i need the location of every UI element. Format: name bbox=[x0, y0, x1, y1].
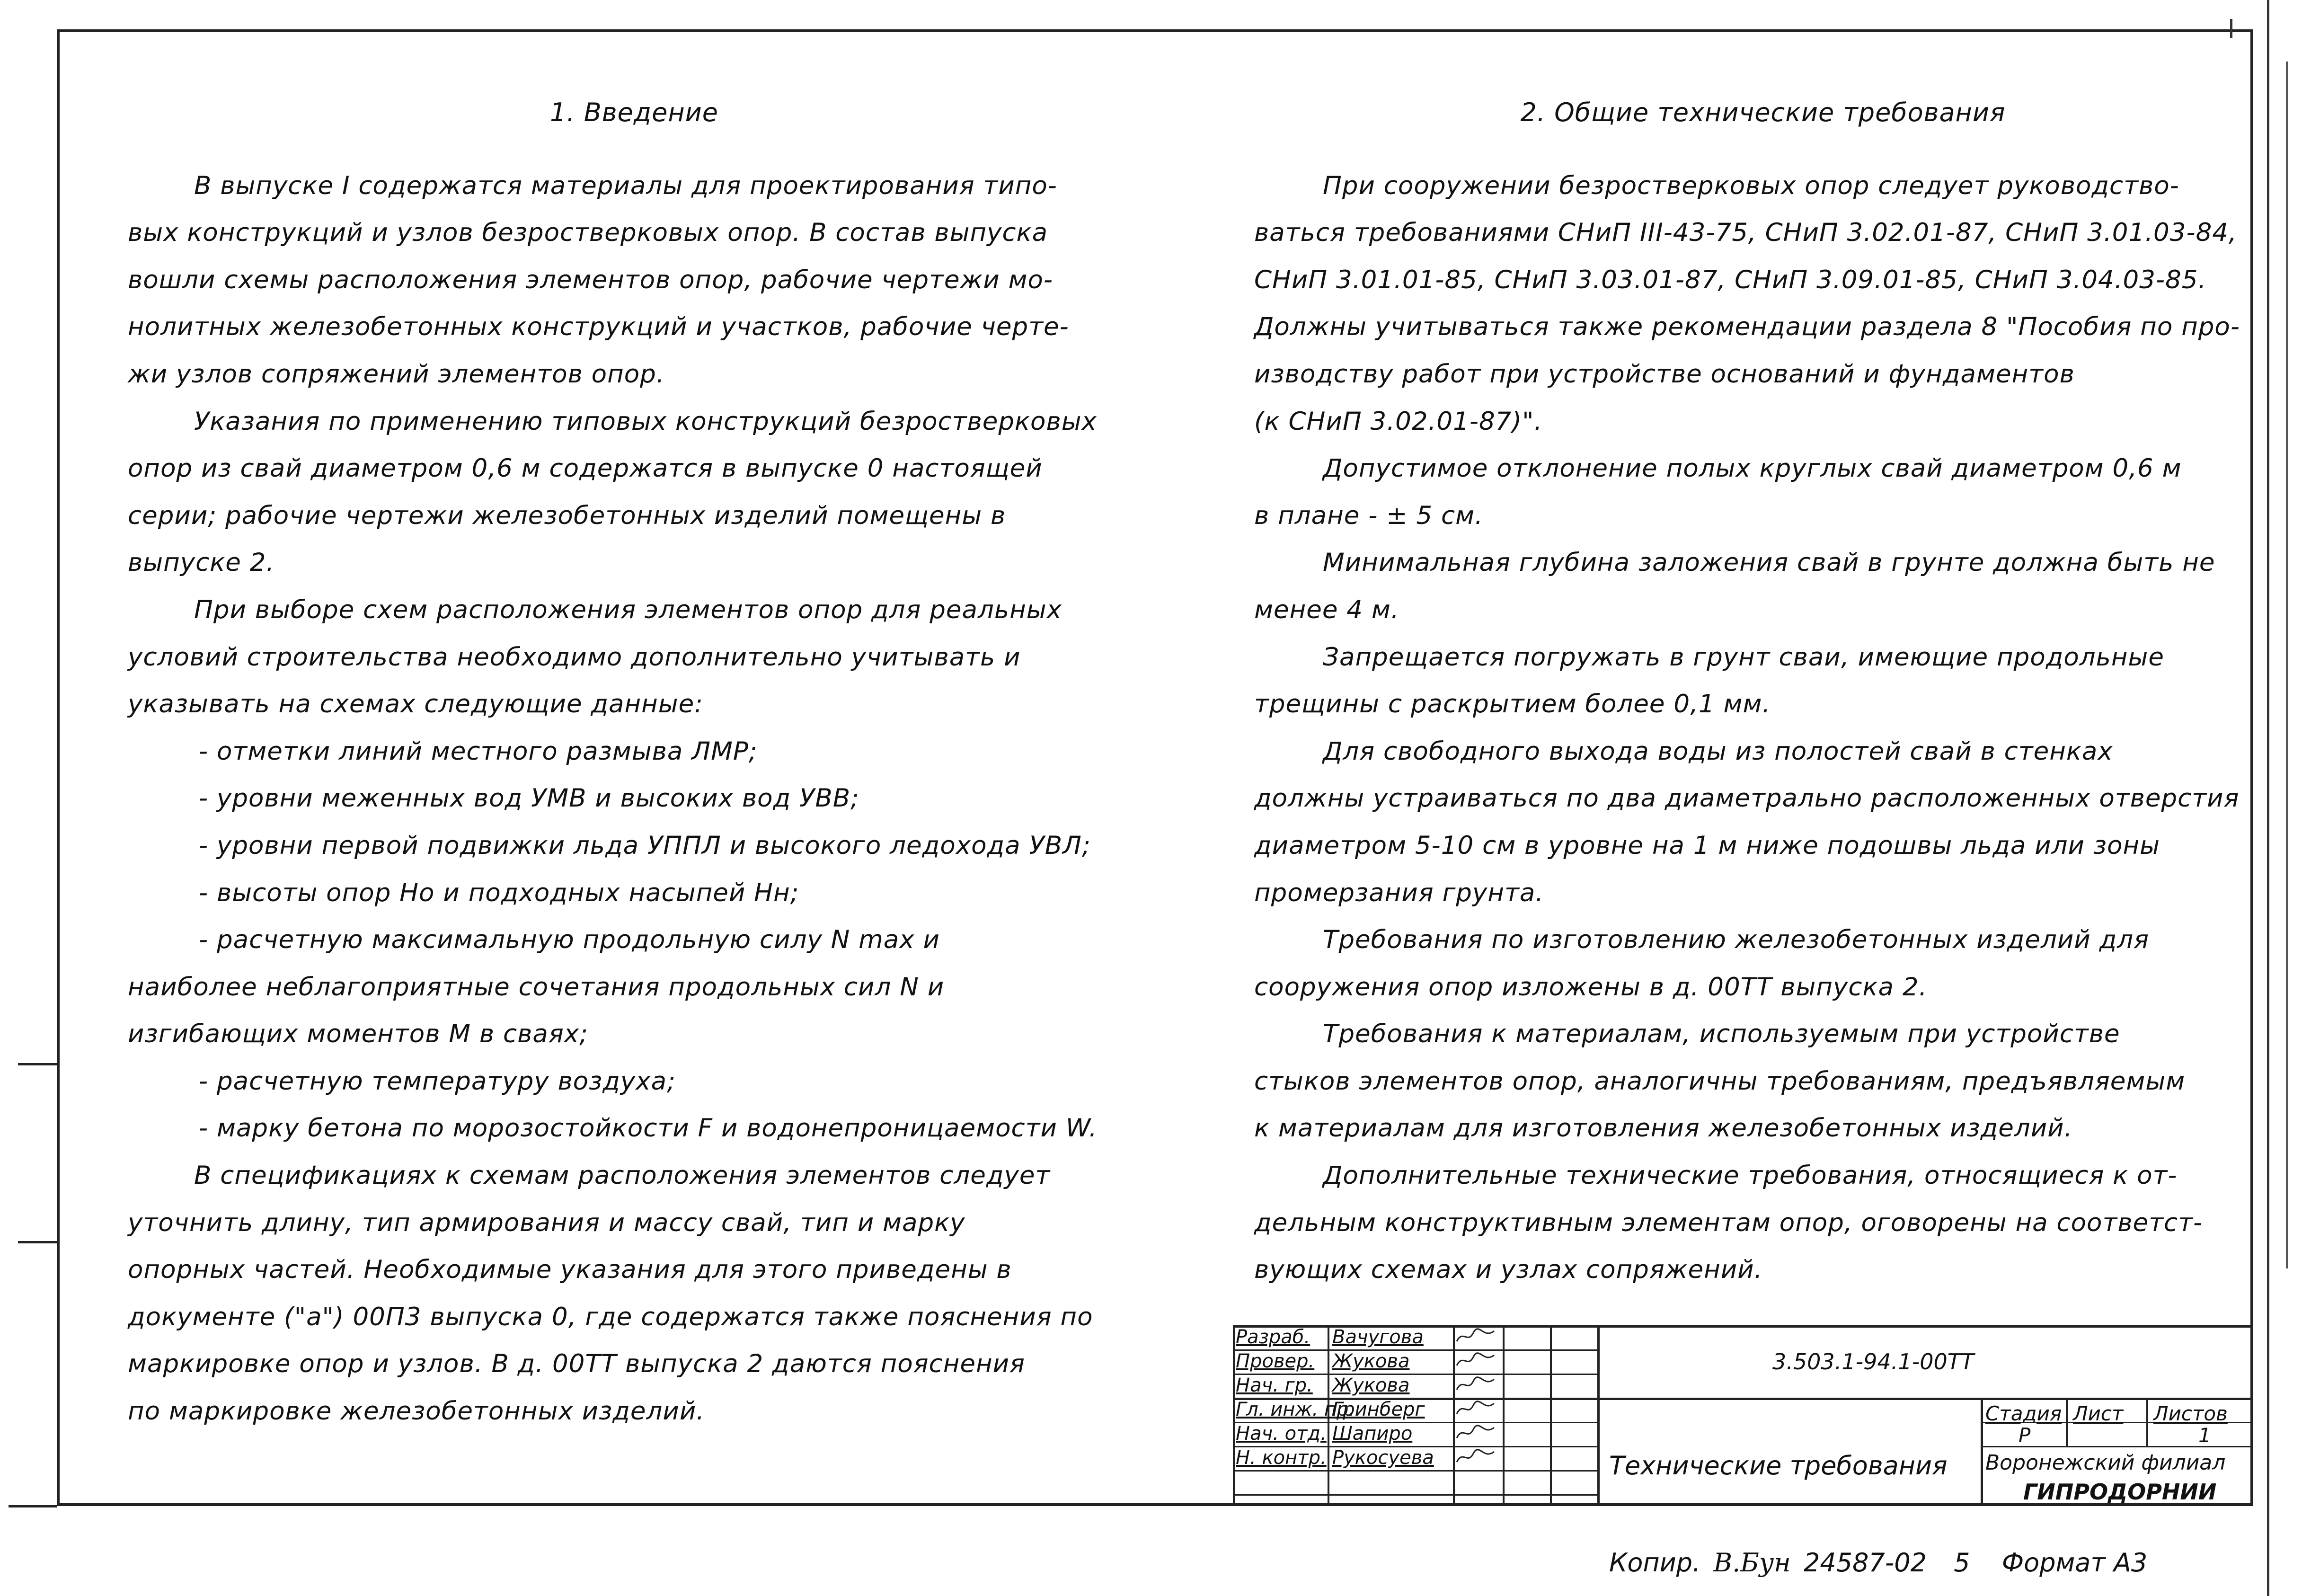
signature-name: Жукова bbox=[1332, 1350, 1410, 1372]
text-line: нолитных железобетонных конструкций и участков, рабочие черте- bbox=[128, 312, 1069, 342]
copy-label: Копир. bbox=[1609, 1548, 1701, 1578]
text-line: к материалам для изготовления железобетонных изделий. bbox=[1254, 1114, 2073, 1143]
page-number: 5 bbox=[1954, 1548, 1970, 1578]
signature-role: Нач. отд. bbox=[1236, 1423, 1327, 1445]
document-title: Технические требования bbox=[1609, 1451, 1948, 1481]
signature-name: Гринберг bbox=[1332, 1399, 1425, 1420]
section-introduction bbox=[128, 89, 1141, 1435]
text-line: При сооружении безростверковых опор следует руководство- bbox=[1323, 171, 2179, 200]
text-line: В выпуске I содержатся материалы для проектирования типо- bbox=[194, 171, 1057, 200]
sheets-value: 1 bbox=[2198, 1424, 2211, 1447]
sheet-label: Лист bbox=[2073, 1402, 2124, 1425]
text-line: Минимальная глубина заложения свай в грунте должна быть не bbox=[1323, 548, 2215, 577]
text-line: Запрещается погружать в грунт сваи, имеющие продольные bbox=[1323, 642, 2165, 672]
text-line: вых конструкций и узлов безростверковых опор. В состав выпуска bbox=[128, 218, 1048, 248]
margin-tick bbox=[9, 1505, 57, 1507]
margin-tick bbox=[18, 1063, 57, 1065]
text-line: Допустимое отклонение полых круглых свай диаметром 0,6 м bbox=[1323, 454, 2182, 483]
signature-name: Рукосуева bbox=[1332, 1447, 1434, 1469]
signature-name: Вачугова bbox=[1332, 1326, 1424, 1348]
text-line: - уровни первой подвижки льда УППЛ и высокого ледохода УВЛ; bbox=[199, 831, 1091, 860]
text-line: по маркировке железобетонных изделий. bbox=[128, 1397, 705, 1426]
text-line: дельным конструктивным элементам опор, оговорены на соответст- bbox=[1254, 1208, 2203, 1237]
text-line: СНиП 3.01.01-85, СНиП 3.03.01-87, СНиП 3.09.01-85, СНиП 3.04.03-85. bbox=[1254, 265, 2207, 294]
text-line: ваться требованиями СНиП III-43-75, СНиП 3.02.01-87, СНиП 3.01.03-84, bbox=[1254, 218, 2237, 248]
text-line: - расчетную максимальную продольную силу N max и bbox=[199, 925, 940, 955]
text-line: сооружения опор изложены в д. 00ТТ выпуска 2. bbox=[1254, 972, 1928, 1002]
margin-tick bbox=[18, 1241, 57, 1243]
text-line: документе ("а") 00П3 выпуска 0, где содержатся также пояснения по bbox=[128, 1302, 1093, 1331]
text-line: изгибающих моментов M в сваях; bbox=[128, 1020, 588, 1049]
text-line: указывать на схемах следующие данные: bbox=[128, 690, 704, 719]
signature-role: Провер. bbox=[1236, 1350, 1315, 1372]
section-2-text bbox=[1254, 162, 2272, 1294]
signature-name: Шапиро bbox=[1332, 1423, 1413, 1445]
text-line: наиболее неблагоприятные сочетания продольных сил N и bbox=[128, 972, 945, 1002]
text-line: должны устраиваться по два диаметрально расположенных отверстия bbox=[1254, 784, 2240, 813]
text-line: Требования к материалам, используемым при устройстве bbox=[1323, 1020, 2120, 1049]
text-line: Для свободного выхода воды из полостей свай в стенках bbox=[1323, 736, 2113, 766]
stage-value: Р bbox=[2019, 1424, 2031, 1447]
copy-footer bbox=[1609, 1548, 2147, 1578]
paper-format: Формат А3 bbox=[2001, 1548, 2148, 1578]
organization-name: Воронежский филиал bbox=[1985, 1451, 2226, 1475]
sheets-label: Листов bbox=[2153, 1402, 2228, 1425]
stage-label: Стадия bbox=[1985, 1402, 2062, 1425]
text-line: в плане - ± 5 см. bbox=[1254, 501, 1483, 530]
text-line: вующих схемах и узлах сопряжений. bbox=[1254, 1255, 1763, 1285]
text-line: Требования по изготовлению железобетонных изделий для bbox=[1323, 925, 2149, 955]
text-line: - расчетную температуру воздуха; bbox=[199, 1066, 676, 1096]
text-line: Дополнительные технические требования, относящиеся к от- bbox=[1323, 1161, 2178, 1190]
text-line: вошли схемы расположения элементов опор, рабочие чертежи мо- bbox=[128, 265, 1054, 294]
text-line: опорных частей. Необходимые указания для этого приведены в bbox=[128, 1255, 1012, 1285]
text-line: маркировке опор и узлов. В д. 00ТТ выпуска 2 даются пояснения bbox=[128, 1349, 1025, 1379]
organization-institute: ГИПРОДОРНИИ bbox=[2023, 1479, 2217, 1505]
text-line: диаметром 5-10 см в уровне на 1 м ниже подошвы льда или зоны bbox=[1254, 831, 2160, 860]
text-line: изводству работ при устройстве оснований и фундаментов bbox=[1254, 359, 2075, 389]
text-line: (к СНиП 3.02.01-87)". bbox=[1254, 407, 1543, 436]
text-line: трещины с раскрытием более 0,1 мм. bbox=[1254, 690, 1771, 719]
signature-name: Жукова bbox=[1332, 1374, 1410, 1396]
handwritten-signature-icon bbox=[1454, 1446, 1502, 1474]
title-block bbox=[1233, 1325, 2253, 1506]
text-line: - марку бетона по морозостойкости F и водонепроницаемости W. bbox=[199, 1114, 1098, 1143]
text-line: выпуске 2. bbox=[128, 548, 275, 577]
document-code: 3.503.1-94.1-00ТТ bbox=[1772, 1349, 1974, 1374]
text-line: - отметки линий местного размыва ЛМР; bbox=[199, 736, 758, 766]
signature-role: Разраб. bbox=[1236, 1326, 1310, 1348]
edge-line bbox=[2286, 62, 2288, 1268]
edge-line bbox=[2230, 19, 2232, 38]
section-1-text bbox=[128, 162, 1141, 1435]
signature-role: Гл. инж. пр. bbox=[1236, 1399, 1355, 1420]
section-2-heading: 2. Общие технические требования bbox=[1520, 98, 2006, 127]
text-line: опор из свай диаметром 0,6 м содержатся в выпуске 0 настоящей bbox=[128, 454, 1043, 483]
copier-signature: В.Бун bbox=[1713, 1548, 1791, 1578]
text-line: менее 4 м. bbox=[1254, 595, 1399, 624]
text-line: - высоты опор Hо и подходных насыпей Нн; bbox=[199, 878, 799, 907]
signature-role: Нач. гр. bbox=[1236, 1374, 1313, 1396]
text-line: уточнить длину, тип армирования и массу свай, тип и марку bbox=[128, 1208, 965, 1237]
text-line: условий строительства необходимо дополнительно учитывать и bbox=[128, 642, 1021, 672]
text-line: При выборе схем расположения элементов опор для реальных bbox=[194, 595, 1062, 624]
archive-number: 24587-02 bbox=[1804, 1548, 1927, 1578]
text-line: стыков элементов опор, аналогичны требованиям, предъявляемым bbox=[1254, 1066, 2186, 1096]
signature-role: Н. контр. bbox=[1236, 1447, 1327, 1469]
text-line: - уровни меженных вод УМВ и высоких вод УВВ; bbox=[199, 784, 859, 813]
section-general-requirements bbox=[1254, 89, 2272, 1294]
text-line: жи узлов сопряжений элементов опор. bbox=[128, 359, 665, 389]
text-line: Указания по применению типовых конструкций безростверковых bbox=[194, 407, 1097, 436]
text-line: промерзания грунта. bbox=[1254, 878, 1544, 907]
text-line: В спецификациях к схемам расположения элементов следует bbox=[194, 1161, 1051, 1190]
text-line: Должны учитываться также рекомендации раздела 8 "Пособия по про- bbox=[1254, 312, 2240, 342]
section-1-heading: 1. Введение bbox=[550, 98, 718, 127]
text-line: серии; рабочие чертежи железобетонных изделий помещены в bbox=[128, 501, 1006, 530]
